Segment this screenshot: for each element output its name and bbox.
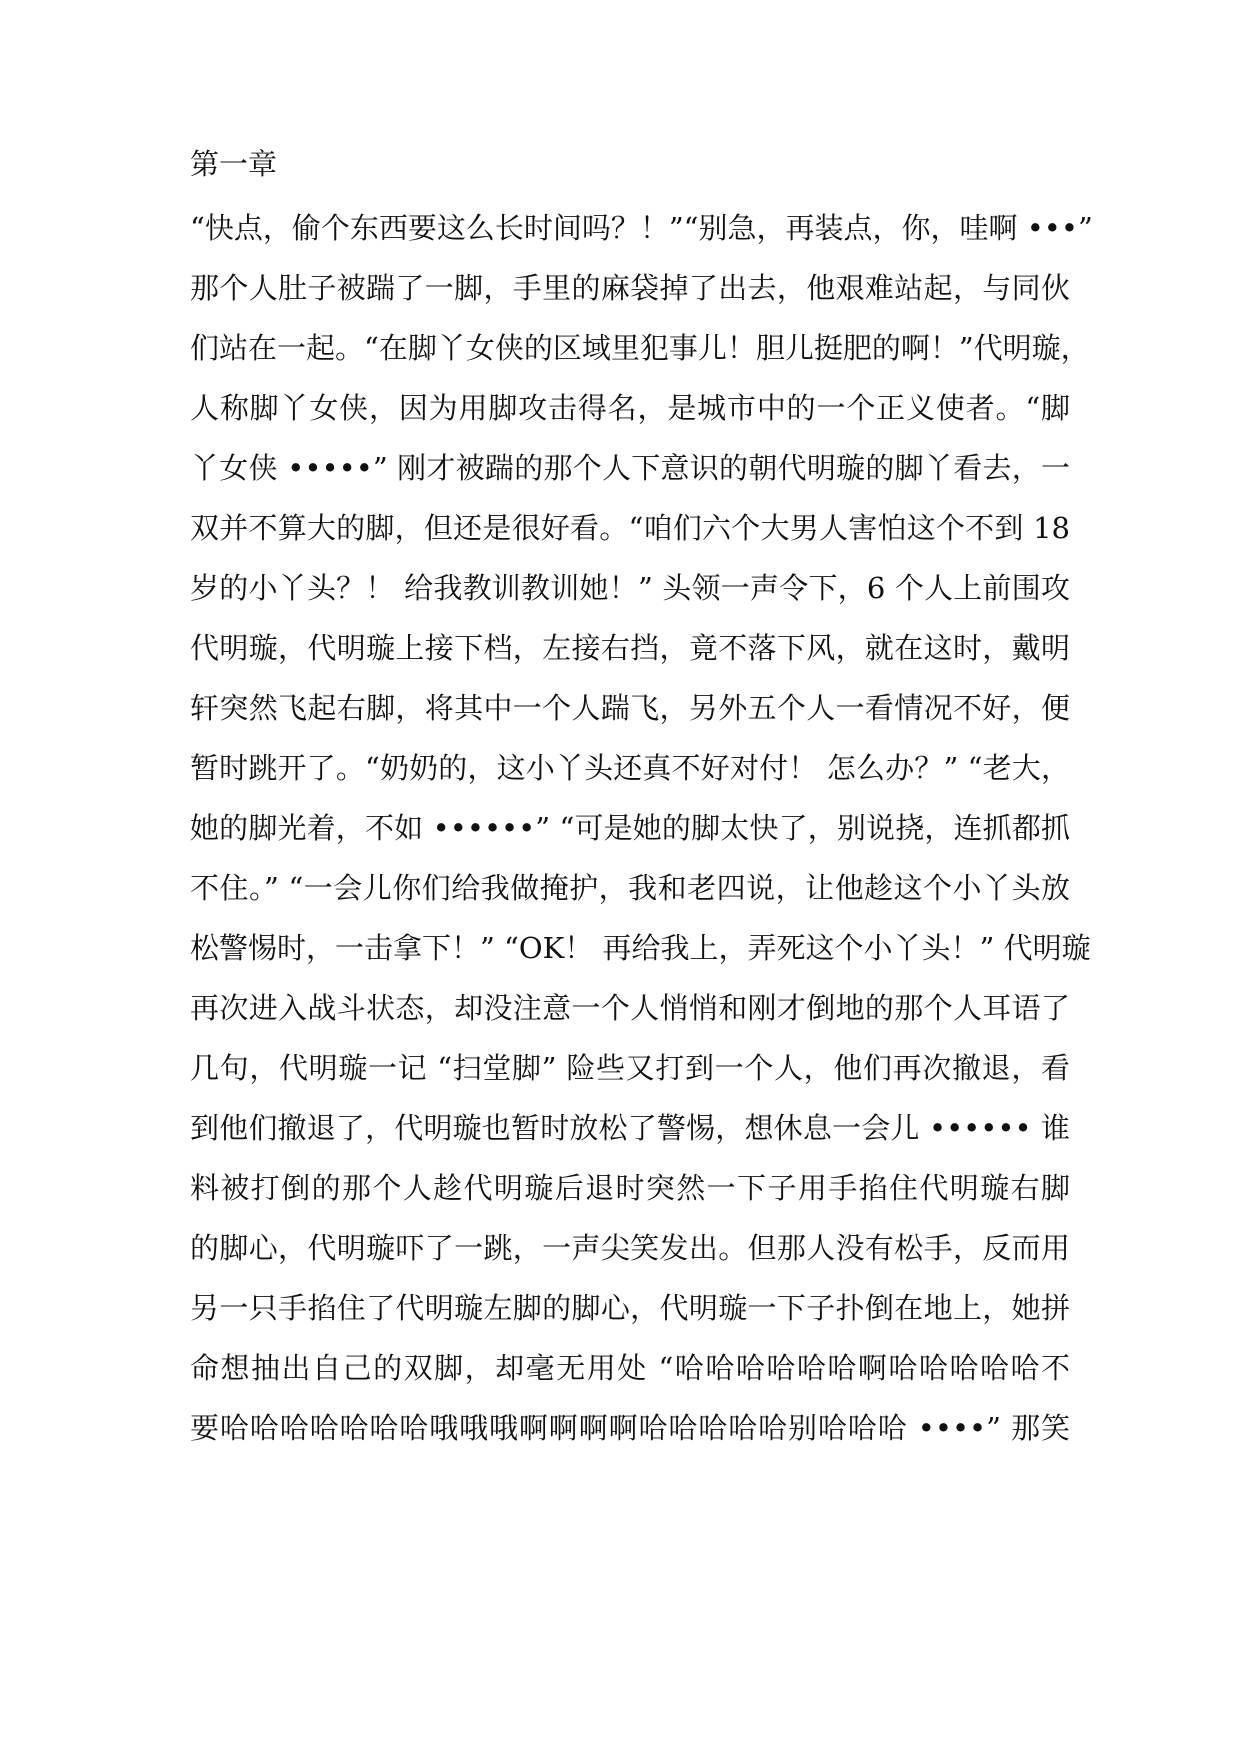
text-line-3: 们站在一起。“在脚丫女侠的区域里犯事儿！胆儿挺肥的啊！”代明璇， xyxy=(190,331,1090,365)
text-line-16: 到他们撤退了，代明璇也暂时放松了警惕，想休息一会儿 •••••• 谁 xyxy=(190,1111,1070,1145)
text-line-4: 人称脚丫女侠，因为用脚攻击得名，是城市中的一个正义使者。“脚 xyxy=(190,391,1070,425)
text-line-15: 几句，代明璇一记 “扫堂脚” 险些又打到一个人，他们再次撤退，看 xyxy=(190,1051,1070,1085)
text-line-13: 松警惕时，一击拿下！” “OK！ 再给我上，弄死这个小丫头！” 代明璇 xyxy=(190,931,1091,965)
text-line-10: 暂时跳开了。“奶奶的，这小丫头还真不好对付！ 怎么办？” “老大， xyxy=(190,751,1070,785)
text-line-5: 丫女侠 •••••” 刚才被踹的那个人下意识的朝代明璇的脚丫看去，一 xyxy=(190,451,1070,485)
text-line-6: 双并不算大的脚，但还是很好看。“咱们六个大男人害怕这个不到 18 xyxy=(190,511,1070,545)
text-line-14: 再次进入战斗状态，却没注意一个人悄悄和刚才倒地的那个人耳语了 xyxy=(190,991,1070,1025)
text-line-18: 的脚心，代明璇吓了一跳，一声尖笑发出。但那人没有松手，反而用 xyxy=(190,1231,1070,1265)
text-line-9: 轩突然飞起右脚，将其中一个人踹飞，另外五个人一看情况不好，便 xyxy=(190,691,1070,725)
text-line-7: 岁的小丫头？！ 给我教训教训她！” 头领一声令下，6 个人上前围攻 xyxy=(190,571,1070,605)
chapter-heading: 第一章 xyxy=(190,147,278,181)
text-line-2: 那个人肚子被踹了一脚，手里的麻袋掉了出去，他艰难站起，与同伙 xyxy=(190,271,1070,305)
text-line-11: 她的脚光着，不如 ••••••” “可是她的脚太快了，别说挠，连抓都抓 xyxy=(190,811,1070,845)
text-line-8: 代明璇，代明璇上接下档，左接右挡，竟不落下风，就在这时，戴明 xyxy=(190,631,1070,665)
text-line-1: “快点，偷个东西要这么长时间吗？！”“别急，再装点，你，哇啊 •••” xyxy=(190,211,1093,245)
text-line-17: 料被打倒的那个人趁代明璇后退时突然一下子用手掐住代明璇右脚 xyxy=(190,1171,1070,1205)
text-line-21: 要哈哈哈哈哈哈哈哦哦哦啊啊啊啊哈哈哈哈哈别哈哈哈 ••••” 那笑 xyxy=(190,1411,1070,1445)
text-line-20: 命想抽出自己的双脚，却毫无用处 “哈哈哈哈哈哈啊哈哈哈哈哈不 xyxy=(190,1351,1070,1385)
text-line-12: 不住。” “一会儿你们给我做掩护，我和老四说，让他趁这个小丫头放 xyxy=(190,871,1070,905)
text-line-19: 另一只手掐住了代明璇左脚的脚心，代明璇一下子扑倒在地上，她拼 xyxy=(190,1291,1070,1325)
